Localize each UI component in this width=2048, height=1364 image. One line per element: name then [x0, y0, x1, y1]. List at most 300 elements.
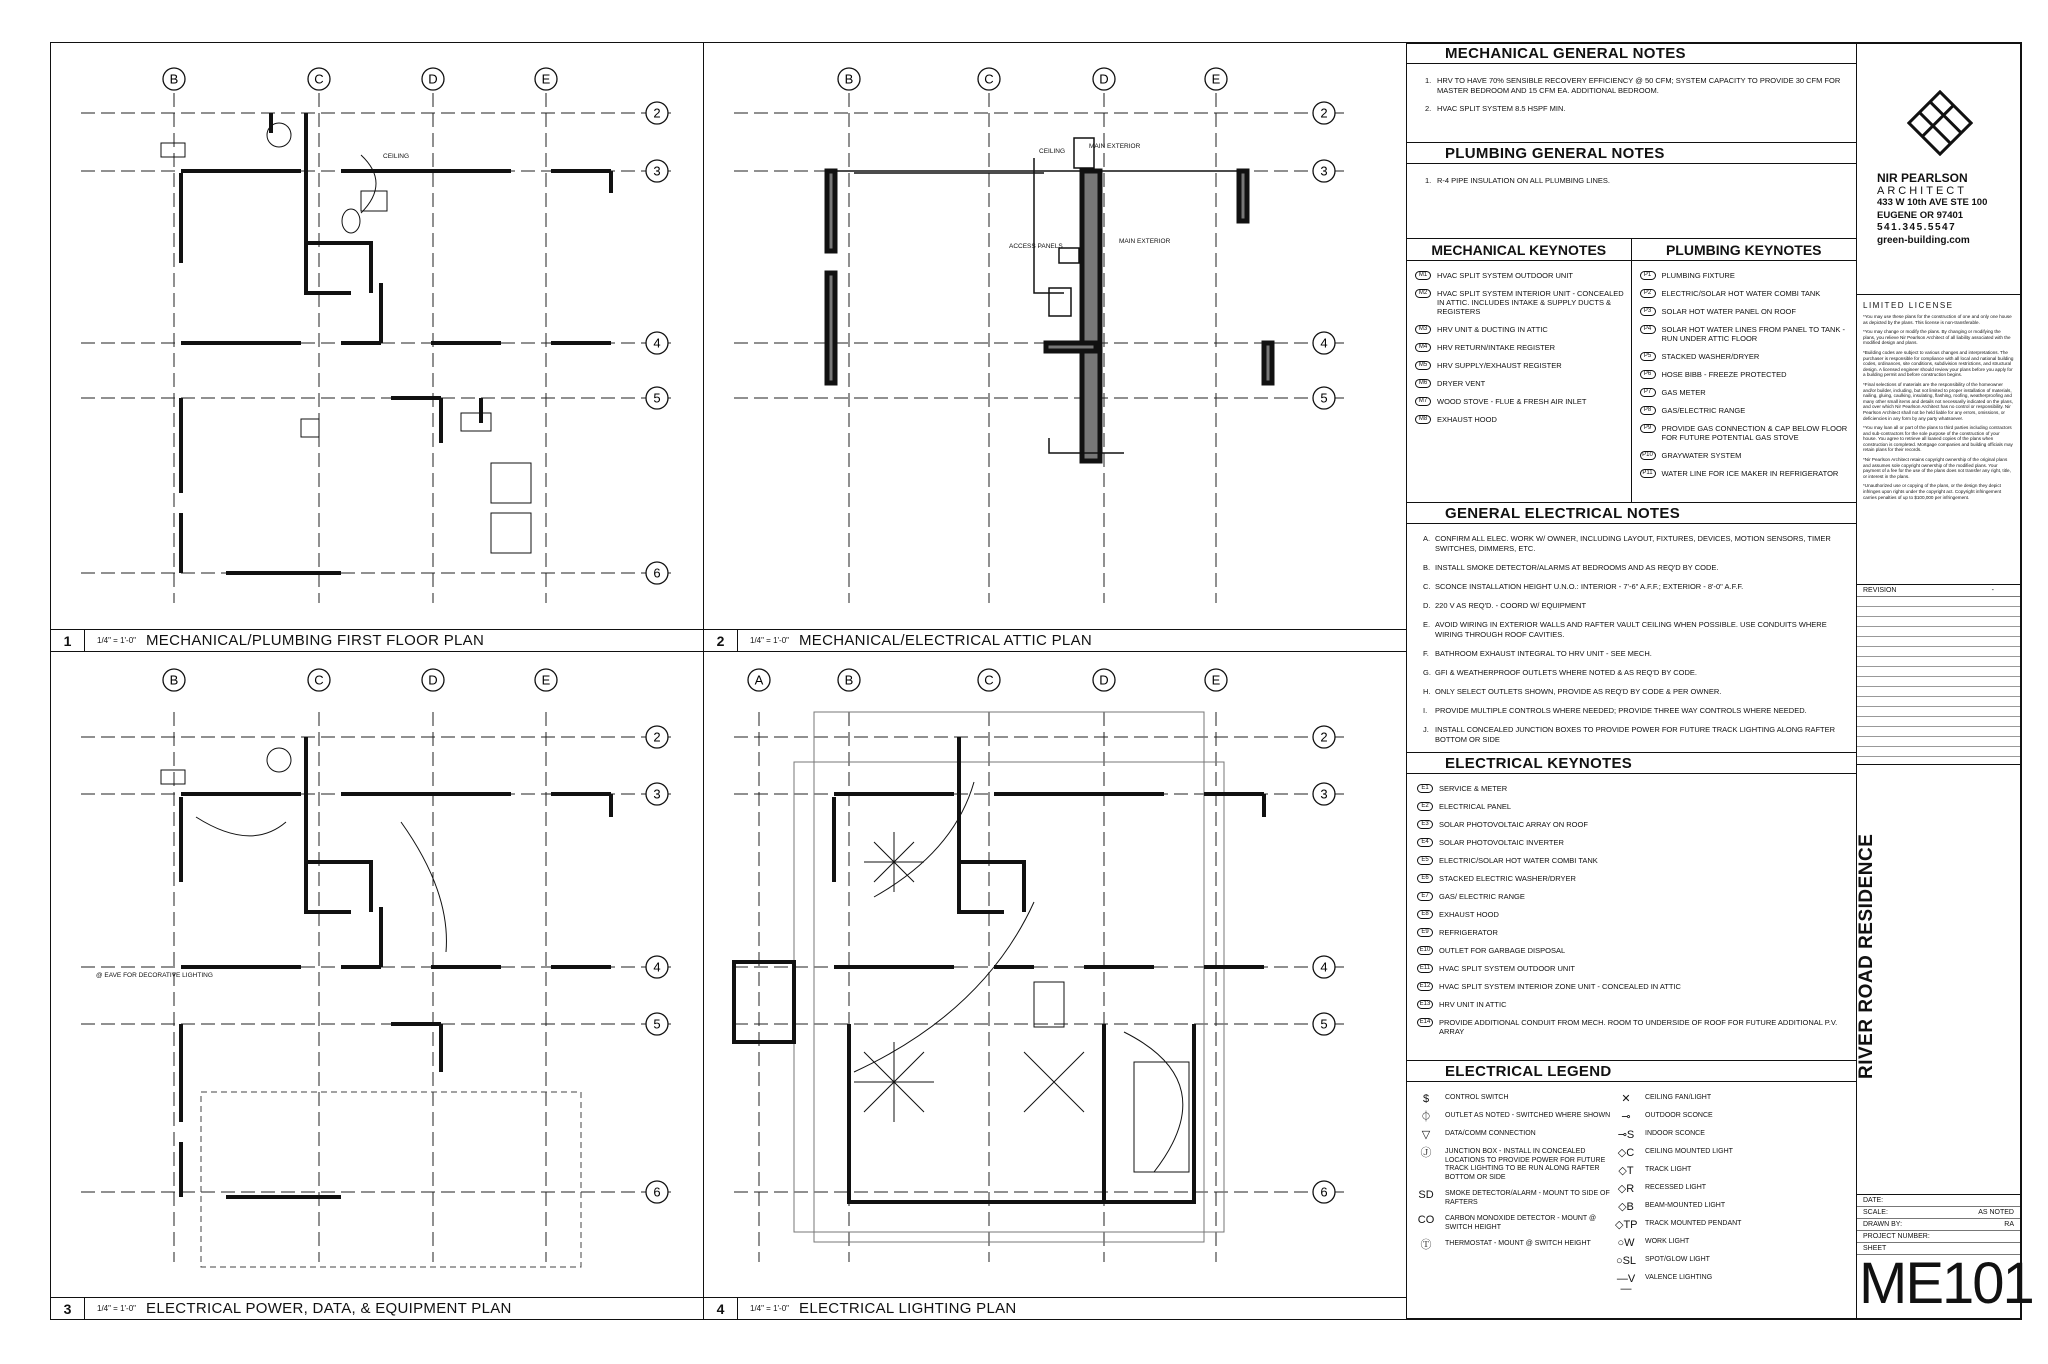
electrical-keynote	[1417, 1018, 1850, 1036]
plumbing-keynote	[1640, 451, 1851, 460]
legend-symbol-icon: ⏀	[1420, 1111, 1432, 1123]
electrical-note: J. INSTALL CONCEALED JUNCTION BOXES TO PROVIDE POWER FOR FUTURE TRACK LIGHTING ALONG RAFTER BOTTOM OR SIDE	[1423, 725, 1836, 744]
svg-text:5: 5	[1320, 1016, 1328, 1032]
keynote-text: WOOD STOVE - FLUE & FRESH AIR INLET	[1437, 397, 1587, 406]
svg-text:B: B	[169, 672, 179, 688]
grid-bubble	[308, 669, 330, 691]
plan-2-title-bar	[704, 629, 1406, 651]
electrical-note: D. 220 V AS REQ'D. - COORD W/ EQUIPMENT	[1423, 601, 1587, 610]
legend-symbol-icon: ○W	[1617, 1237, 1635, 1249]
grid-bubble	[646, 1181, 668, 1203]
svg-text:D: D	[428, 672, 438, 688]
plumbing-keynote	[1640, 289, 1851, 298]
project-name: RIVER ROAD RESIDENCE	[1856, 833, 1877, 1079]
legend-item	[1415, 1190, 1615, 1207]
legend-text: JUNCTION BOX - INSTALL IN CONCEALED LOCATIONS TO PROVIDE POWER FOR FUTURE TRACK LIGHTING TO BE RUN ALONG RAFTER BOTTOM OR SIDE	[1445, 1148, 1606, 1181]
svg-text:B: B	[844, 672, 854, 688]
legend-symbol-icon: ◇C	[1617, 1147, 1635, 1159]
grid-bubble	[308, 68, 330, 90]
plan-2-name: MECHANICAL/ELECTRICAL ATTIC PLAN	[799, 632, 1093, 649]
svg-text:2: 2	[1320, 105, 1328, 121]
keynote-tag: P4	[1640, 325, 1656, 334]
grid-bubble	[1093, 669, 1115, 691]
electrical-note: B. INSTALL SMOKE DETECTOR/ALARMS AT BEDROOMS AND AS REQ'D BY CODE.	[1423, 563, 1719, 572]
legend-text: BEAM-MOUNTED LIGHT	[1645, 1202, 1726, 1209]
grid-bubble	[535, 68, 557, 90]
keynote-tag: E7	[1417, 892, 1433, 901]
legend-text: OUTDOOR SCONCE	[1645, 1112, 1713, 1119]
keynote-tag: P2	[1640, 289, 1656, 298]
plan-3-eave-note: @ EAVE FOR DECORATIVE LIGHTING	[96, 972, 213, 979]
electrical-note: C. SCONCE INSTALLATION HEIGHT U.N.O.: INTERIOR - 7'-6" A.F.F.; EXTERIOR - 8'-0" A.F.F.	[1423, 582, 1744, 591]
revision-row	[1857, 707, 2020, 717]
firm-subtitle: ARCHITECT	[1877, 184, 1967, 197]
electrical-keynote	[1417, 982, 1850, 991]
keynote-text: SOLAR PHOTOVOLTAIC ARRAY ON ROOF	[1439, 820, 1588, 829]
plan-4-title-bar	[704, 1297, 1406, 1319]
plumbing-keynote	[1640, 325, 1851, 343]
plan-1-name: MECHANICAL/PLUMBING FIRST FLOOR PLAN	[146, 632, 485, 649]
keynote-tag: E5	[1417, 856, 1433, 865]
grid-bubble	[978, 68, 1000, 90]
firm-address-1: 433 W 10th AVE STE 100	[1877, 197, 1988, 208]
grid-bubble	[1313, 783, 1335, 805]
keynote-tag: M5	[1415, 361, 1431, 370]
plan-4-panel	[703, 651, 1407, 1320]
svg-text:2: 2	[1320, 729, 1328, 745]
legend-item	[1615, 1274, 1845, 1294]
keynote-tag: E11	[1417, 964, 1433, 973]
plumbing-keynote	[1640, 388, 1851, 397]
keynote-text: WATER LINE FOR ICE MAKER IN REFRIGERATOR	[1661, 469, 1839, 478]
keynote-text: SOLAR PHOTOVOLTAIC INVERTER	[1439, 838, 1564, 847]
electrical-keynote	[1417, 802, 1850, 811]
svg-text:B: B	[844, 71, 854, 87]
project-name-block	[1857, 764, 2020, 1194]
plumbing-keynote	[1640, 307, 1851, 316]
svg-text:3: 3	[653, 163, 661, 179]
license-title: LIMITED LICENSE	[1863, 301, 1954, 310]
keynote-tag: P3	[1640, 307, 1656, 316]
svg-text:E: E	[1211, 71, 1221, 87]
electrical-keynote	[1417, 964, 1850, 973]
revision-label: REVISION	[1863, 587, 1897, 594]
legend-item	[1615, 1130, 1845, 1140]
keynote-text: HVAC SPLIT SYSTEM INTERIOR UNIT - CONCEALED IN ATTIC. INCLUDES INTAKE & SUPPLY DUCTS & REGISTERS	[1437, 289, 1624, 316]
plan-3-panel	[50, 651, 704, 1320]
legend-item	[1615, 1094, 1845, 1104]
revision-row	[1857, 727, 2020, 737]
keynote-text: HRV RETURN/INTAKE REGISTER	[1437, 343, 1556, 352]
revision-row	[1857, 597, 2020, 607]
svg-text:4: 4	[653, 959, 661, 975]
svg-text:3: 3	[1320, 163, 1328, 179]
grid-bubble	[1313, 1013, 1335, 1035]
legend-item	[1615, 1184, 1845, 1194]
firm-logo	[1907, 90, 1973, 156]
electrical-legend	[1407, 1082, 1856, 1302]
grid-bubble	[163, 669, 185, 691]
legend-item	[1415, 1094, 1615, 1104]
project-field: SHEET	[1857, 1243, 2020, 1255]
plan-2-drawing	[704, 43, 1407, 631]
keynote-tag: E6	[1417, 874, 1433, 883]
keynote-tag: E1	[1417, 784, 1433, 793]
grid-bubble	[978, 669, 1000, 691]
svg-text:4: 4	[653, 335, 661, 351]
revision-row	[1857, 607, 2020, 617]
grid-bubble	[646, 332, 668, 354]
plumbing-keynote	[1640, 406, 1851, 415]
svg-text:3: 3	[653, 786, 661, 802]
plan-1-title-bar	[51, 629, 703, 651]
license-paragraph: *Unauthorized use or copying of the plans, or the design they depict infringes upon rights under the copyright act. Copyright infringement carries penalties of up to $100,000 per infringement.	[1863, 483, 2002, 500]
legend-text: CONTROL SWITCH	[1445, 1094, 1509, 1101]
electrical-keynote	[1417, 1000, 1850, 1009]
revision-block	[1857, 584, 2020, 764]
plan-4-number: 4	[704, 1298, 738, 1319]
keynote-text: ELECTRICAL PANEL	[1439, 802, 1512, 811]
electrical-keynotes-title: ELECTRICAL KEYNOTES	[1407, 752, 1856, 774]
keynote-text: EXHAUST HOOD	[1437, 415, 1497, 424]
plumbing-keynote	[1640, 424, 1851, 442]
svg-text:C: C	[984, 71, 994, 87]
keynote-tag: E2	[1417, 802, 1433, 811]
electrical-note: E. AVOID WIRING IN EXTERIOR WALLS AND RAFTER VAULT CEILING WHEN POSSIBLE. USE CONDUITS WHERE WIRING THROUGH ROOF CAVITIES.	[1423, 620, 1827, 639]
legend-text: VALENCE LIGHTING	[1645, 1274, 1713, 1281]
keynotes-block	[1407, 238, 1856, 502]
electrical-keynote	[1417, 928, 1850, 937]
svg-text:6: 6	[653, 565, 661, 581]
keynote-text: HRV UNIT IN ATTIC	[1439, 1000, 1507, 1009]
mechanical-keynotes	[1407, 239, 1632, 502]
note-item: 1. R-4 PIPE INSULATION ON ALL PLUMBING LINES.	[1425, 176, 1610, 185]
plumbing-keynote	[1640, 469, 1851, 478]
legend-item	[1415, 1112, 1615, 1122]
plan-2-panel	[703, 42, 1407, 652]
plan-2-scale: 1/4" = 1'-0"	[750, 636, 790, 645]
electrical-keynotes	[1407, 774, 1856, 1060]
grid-bubble	[646, 726, 668, 748]
revision-row	[1857, 627, 2020, 637]
keynote-text: ELECTRIC/SOLAR HOT WATER COMBI TANK	[1661, 289, 1821, 298]
license-paragraph: *You may use these plans for the construction of one and only one house as depicted by the plans. This license is non-transferable.	[1863, 314, 2012, 325]
license-paragraph: *Building codes are subject to various changes and interpretations. The purchaser is responsible for compliance with all local and national building codes, ordinances, site conditions, subdivision restrictions, and structural design. A licensed engineer should review your plans before you apply for a building permit and before construction begins.	[1863, 349, 2014, 378]
grid-bubble	[1205, 68, 1227, 90]
revision-row	[1857, 657, 2020, 667]
grid-bubble	[646, 1013, 668, 1035]
revision-row	[1857, 677, 2020, 687]
legend-item	[1615, 1256, 1845, 1266]
keynote-text: PROVIDE ADDITIONAL CONDUIT FROM MECH. ROOM TO UNDERSIDE OF ROOF FOR FUTURE ADDITIONAL P.V. ARRAY	[1439, 1018, 1838, 1036]
svg-text:D: D	[1099, 71, 1109, 87]
electrical-keynote	[1417, 910, 1850, 919]
grid-bubble	[646, 783, 668, 805]
electrical-keynote	[1417, 820, 1850, 829]
plan-3-scale: 1/4" = 1'-0"	[97, 1304, 137, 1313]
license-paragraph: *You may loan all or part of the plans to third parties including contractors and sub-contractors for the sole purpose of the construction of your house. You agree to retrieve all loaned copies of the plans when construction is completed. Mortgage companies and building officials may retain plans for their records.	[1863, 425, 2013, 453]
project-fields	[1857, 1194, 2020, 1255]
license-block	[1857, 294, 2020, 584]
legend-symbol-icon: Ⓙ	[1420, 1147, 1432, 1159]
keynote-text: OUTLET FOR GARBAGE DISPOSAL	[1439, 946, 1566, 955]
svg-text:A: A	[754, 672, 764, 688]
mechanical-keynote	[1415, 325, 1625, 334]
grid-bubble	[1205, 669, 1227, 691]
legend-symbol-icon: ⊸	[1621, 1111, 1631, 1123]
legend-text: SPOT/GLOW LIGHT	[1645, 1256, 1710, 1263]
keynote-text: DRYER VENT	[1437, 379, 1486, 388]
legend-symbol-icon: ◇TP	[1615, 1219, 1638, 1231]
legend-text: SMOKE DETECTOR/ALARM - MOUNT TO SIDE OF RAFTERS	[1445, 1190, 1610, 1206]
firm-website: green-building.com	[1877, 234, 1970, 246]
legend-item	[1415, 1240, 1615, 1250]
keynote-text: SERVICE & METER	[1439, 784, 1508, 793]
legend-item	[1615, 1112, 1845, 1122]
legend-text: WORK LIGHT	[1645, 1238, 1690, 1245]
legend-symbol-icon: Ⓣ	[1420, 1239, 1432, 1251]
svg-text:2: 2	[653, 105, 661, 121]
keynote-tag: P6	[1640, 370, 1656, 379]
plan-3-name: ELECTRICAL POWER, DATA, & EQUIPMENT PLAN	[146, 1300, 512, 1317]
keynote-text: SOLAR HOT WATER PANEL ON ROOF	[1661, 307, 1796, 316]
legend-symbol-icon: ◇B	[1618, 1201, 1634, 1213]
notes-column	[1406, 42, 1856, 1320]
svg-text:B: B	[169, 71, 179, 87]
grid-bubble	[838, 68, 860, 90]
electrical-note: G. GFI & WEATHERPROOF OUTLETS WHERE NOTED & AS REQ'D BY CODE.	[1423, 668, 1698, 677]
plan-3-number: 3	[51, 1298, 85, 1319]
plan-3-title-bar	[51, 1297, 703, 1319]
grid-bubble	[1093, 68, 1115, 90]
electrical-note: F. BATHROOM EXHAUST INTEGRAL TO HRV UNIT - SEE MECH.	[1423, 649, 1652, 658]
grid-bubble	[646, 562, 668, 584]
keynote-tag: E9	[1417, 928, 1433, 937]
plan-3-drawing	[51, 652, 704, 1299]
keynote-tag: M3	[1415, 325, 1431, 334]
svg-text:5: 5	[653, 1016, 661, 1032]
grid-bubble	[163, 68, 185, 90]
keynote-text: HVAC SPLIT SYSTEM OUTDOOR UNIT	[1439, 964, 1575, 973]
mechanical-keynote	[1415, 379, 1625, 388]
legend-item	[1615, 1202, 1845, 1212]
grid-bubble	[1313, 160, 1335, 182]
mechanical-keynote	[1415, 361, 1625, 370]
mechanical-keynote	[1415, 289, 1625, 316]
svg-text:E: E	[541, 672, 551, 688]
firm-phone: 541.345.5547	[1877, 222, 1957, 233]
plan-4-scale: 1/4" = 1'-0"	[750, 1304, 790, 1313]
general-electrical-notes	[1407, 524, 1856, 752]
legend-symbol-icon: ◇T	[1618, 1165, 1634, 1177]
plumbing-keynotes-title: PLUMBING KEYNOTES	[1632, 239, 1857, 261]
keynote-text: HVAC SPLIT SYSTEM INTERIOR ZONE UNIT - CONCEALED IN ATTIC	[1439, 982, 1681, 991]
keynote-text: STACKED WASHER/DRYER	[1661, 352, 1760, 361]
mechanical-keynote	[1415, 343, 1625, 352]
keynote-text: EXHAUST HOOD	[1439, 910, 1499, 919]
keynote-tag: M8	[1415, 415, 1431, 424]
legend-text: OUTLET AS NOTED - SWITCHED WHERE SHOWN	[1445, 1112, 1611, 1119]
electrical-keynote	[1417, 838, 1850, 847]
keynote-text: SOLAR HOT WATER LINES FROM PANEL TO TANK - RUN UNDER ATTIC FLOOR	[1661, 325, 1846, 343]
plan-2-main-exterior-label-2: MAIN EXTERIOR	[1119, 238, 1171, 245]
plan-4-name: ELECTRICAL LIGHTING PLAN	[799, 1300, 1017, 1317]
legend-text: CEILING MOUNTED LIGHT	[1645, 1148, 1733, 1155]
electrical-note: A. CONFIRM ALL ELEC. WORK W/ OWNER, INCLUDING LAYOUT, FIXTURES, DEVICES, MOTION SENSORS, TIMER SWITCHES, DIMMERS, ETC.	[1423, 534, 1831, 553]
project-field: SCALE: AS NOTED	[1857, 1207, 2020, 1219]
keynote-tag: M7	[1415, 397, 1431, 406]
firm-name: NIR PEARLSON	[1877, 171, 1968, 185]
keynote-text: HRV UNIT & DUCTING IN ATTIC	[1437, 325, 1548, 334]
electrical-keynote	[1417, 784, 1850, 793]
legend-symbol-icon: ✕	[1621, 1093, 1631, 1105]
keynote-tag: P11	[1640, 469, 1656, 478]
mechanical-keynote	[1415, 271, 1625, 280]
plumbing-keynote	[1640, 271, 1851, 280]
svg-text:E: E	[1211, 672, 1221, 688]
grid-bubble	[1313, 1181, 1335, 1203]
keynote-text: REFRIGERATOR	[1439, 928, 1498, 937]
plan-1-ceiling-label: CEILING	[383, 153, 410, 160]
grid-bubble	[646, 160, 668, 182]
svg-text:E: E	[541, 71, 551, 87]
firm-address-2: EUGENE OR 97401	[1877, 209, 1964, 221]
legend-text: INDOOR SCONCE	[1645, 1130, 1705, 1137]
keynote-text: PLUMBING FIXTURE	[1661, 271, 1735, 280]
keynote-text: GAS/ELECTRIC RANGE	[1661, 406, 1746, 415]
keynote-tag: P10	[1640, 451, 1656, 460]
revision-row	[1857, 737, 2020, 747]
plumbing-keynote	[1640, 352, 1851, 361]
plan-2-main-exterior-label: MAIN EXTERIOR	[1089, 143, 1141, 150]
mechanical-general-notes-title: MECHANICAL GENERAL NOTES	[1407, 42, 1856, 64]
svg-text:C: C	[314, 71, 324, 87]
license-paragraph: *You may change or modify the plans. By changing or modifying the plans, you relieve Nir Pearlson Architect of all liability associated with the modified design and plans.	[1863, 329, 2011, 346]
svg-text:C: C	[314, 672, 324, 688]
svg-text:3: 3	[1320, 786, 1328, 802]
legend-text: RECESSED LIGHT	[1645, 1184, 1707, 1191]
svg-text:4: 4	[1320, 335, 1328, 351]
legend-item	[1415, 1130, 1615, 1140]
revision-row	[1857, 617, 2020, 627]
legend-item	[1415, 1215, 1615, 1232]
license-paragraph: *Nir Pearlson Architect retains copyright ownership of the original plans and assumes sole copyright ownership of the modified plans. Your payment of a fee for the use of the plans does not transfer any right, title, or interest in the plans.	[1863, 457, 2011, 479]
svg-text:D: D	[428, 71, 438, 87]
revision-row	[1857, 637, 2020, 647]
keynote-tag: P1	[1640, 271, 1656, 280]
legend-text: CEILING FAN/LIGHT	[1645, 1094, 1712, 1101]
revision-mark: -	[1991, 587, 1994, 594]
plan-2-access-panels-label: ACCESS PANELS	[1009, 243, 1063, 250]
keynote-tag: M6	[1415, 379, 1431, 388]
keynote-text: HOSE BIBB - FREEZE PROTECTED	[1661, 370, 1787, 379]
keynote-text: PROVIDE GAS CONNECTION & CAP BELOW FLOOR FOR FUTURE POTENTIAL GAS STOVE	[1661, 424, 1848, 442]
sheet-number: ME101	[1859, 1251, 2033, 1316]
legend-text: THERMOSTAT - MOUNT @ SWITCH HEIGHT	[1445, 1240, 1591, 1247]
grid-bubble	[1313, 332, 1335, 354]
keynote-text: GAS/ ELECTRIC RANGE	[1439, 892, 1525, 901]
legend-item	[1615, 1238, 1845, 1248]
legend-symbol-icon: ◇R	[1617, 1183, 1635, 1195]
keynote-text: GRAYWATER SYSTEM	[1661, 451, 1742, 460]
grid-bubble	[1313, 726, 1335, 748]
legend-symbol-icon: —V—	[1616, 1273, 1636, 1295]
keynote-tag: E14	[1417, 1018, 1433, 1027]
keynote-tag: P7	[1640, 388, 1656, 397]
general-electrical-notes-title: GENERAL ELECTRICAL NOTES	[1407, 502, 1856, 524]
note-item: 2. HVAC SPLIT SYSTEM 8.5 HSPF MIN.	[1425, 104, 1566, 113]
grid-bubble	[535, 669, 557, 691]
legend-text: TRACK MOUNTED PENDANT	[1645, 1220, 1742, 1227]
plan-2-ceiling-label: CEILING	[1039, 148, 1066, 155]
revision-row	[1857, 717, 2020, 727]
project-field: DATE:	[1857, 1195, 2020, 1207]
keynote-text: STACKED ELECTRIC WASHER/DRYER	[1439, 874, 1576, 883]
svg-text:4: 4	[1320, 959, 1328, 975]
legend-symbol-icon: ○SL	[1615, 1255, 1637, 1267]
keynote-tag: P5	[1640, 352, 1656, 361]
legend-text: TRACK LIGHT	[1645, 1166, 1692, 1173]
keynote-tag: M2	[1415, 289, 1431, 298]
keynote-text: GAS METER	[1661, 388, 1706, 397]
legend-symbol-icon: SD	[1418, 1189, 1434, 1201]
legend-text: DATA/COMM CONNECTION	[1445, 1130, 1536, 1137]
keynote-tag: E12	[1417, 982, 1433, 991]
plumbing-general-notes	[1407, 164, 1856, 238]
legend-item	[1415, 1148, 1615, 1182]
legend-text: CARBON MONOXIDE DETECTOR - MOUNT @ SWITCH HEIGHT	[1445, 1215, 1597, 1231]
revision-row	[1857, 747, 2020, 757]
grid-bubble	[422, 68, 444, 90]
plumbing-general-notes-title: PLUMBING GENERAL NOTES	[1407, 142, 1856, 164]
electrical-keynote	[1417, 892, 1850, 901]
grid-bubble	[646, 387, 668, 409]
legend-symbol-icon: ⊸S	[1617, 1129, 1635, 1141]
keynote-tag: E8	[1417, 910, 1433, 919]
project-field: PROJECT NUMBER:	[1857, 1231, 2020, 1243]
svg-text:6: 6	[653, 1184, 661, 1200]
svg-text:D: D	[1099, 672, 1109, 688]
plumbing-keynotes	[1632, 239, 1857, 502]
license-paragraph: *Final selections of materials are the responsibility of the homeowner and/or builder, including, but not limited to proper installation of materials, nailing, gluing, caulking, insulating, flashing, roofing, weatherproofing and many other small items and details not necessarily indicated on the plans, and over which Nir Pearlson Architect has no control or responsibility. Nir Pearlson Architect shall not be held liable for any errors, omissions, or deficiencies in any form by any party whatsoever.	[1863, 381, 2013, 421]
legend-item	[1615, 1148, 1845, 1158]
svg-text:5: 5	[1320, 390, 1328, 406]
mechanical-general-notes	[1407, 64, 1856, 142]
keynote-tag: E4	[1417, 838, 1433, 847]
plan-1-drawing	[51, 43, 704, 631]
electrical-keynote	[1417, 874, 1850, 883]
keynote-tag: E3	[1417, 820, 1433, 829]
grid-bubble	[1313, 102, 1335, 124]
plan-1-panel	[50, 42, 704, 652]
grid-bubble	[422, 669, 444, 691]
keynote-tag: E10	[1417, 946, 1433, 955]
electrical-keynote	[1417, 856, 1850, 865]
keynote-tag: E13	[1417, 1000, 1433, 1009]
keynote-tag: M1	[1415, 271, 1431, 280]
plumbing-keynote	[1640, 370, 1851, 379]
grid-bubble	[646, 956, 668, 978]
legend-item	[1615, 1166, 1845, 1176]
svg-text:6: 6	[1320, 1184, 1328, 1200]
legend-item	[1615, 1220, 1845, 1230]
mechanical-keynote	[1415, 397, 1625, 406]
legend-symbol-icon: ▽	[1421, 1129, 1431, 1141]
plan-1-scale: 1/4" = 1'-0"	[97, 636, 137, 645]
grid-bubble	[646, 102, 668, 124]
plan-4-drawing	[704, 652, 1407, 1299]
revision-row	[1857, 667, 2020, 677]
